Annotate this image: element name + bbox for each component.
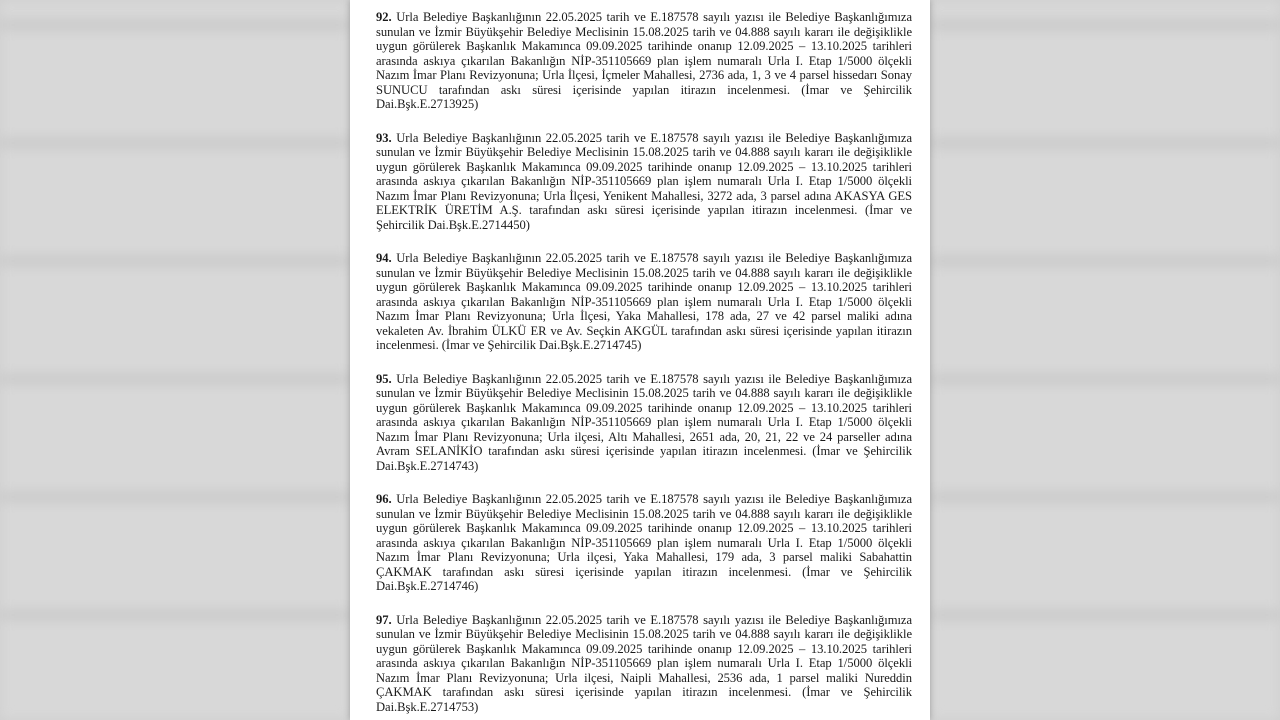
agenda-item-93 (376, 131, 912, 233)
agenda-item-text: Urla Belediye Başkanlığının 22.05.2025 tarih ve E.187578 sayılı yazısı ile Belediye Başkanlığımıza sunulan ve İzmir Büyükşehir Belediye Meclisinin 15.08.2025 tarih ve 04.888 sayılı kararı ile değişiklikle uygun görülerek Başkanlık Makamınca 09.09.2025 tarihinde onanıp 12.09.2025 – 13.10.2025 tarihleri arasında askıya çıkarılan Bakanlığın NİP-351105669 plan işlem numaralı Urla I. Etap 1/5000 ölçekli Nazım İmar Planı Revizyonuna; Urla ilçesi, Altı Mahallesi, 2651 ada, 20, 21, 22 ve 24 parseller adına Avram SELANİKİO tarafından askı süresi içerisinde yapılan itirazın incelenmesi. (İmar ve Şehircilik Dai.Bşk.E.2714743) (376, 371, 912, 473)
agenda-item-list (376, 10, 912, 720)
agenda-item-number: 96. (376, 492, 392, 506)
agenda-item-92 (376, 10, 912, 112)
agenda-item-text: Urla Belediye Başkanlığının 22.05.2025 tarih ve E.187578 sayılı yazısı ile Belediye Başkanlığımıza sunulan ve İzmir Büyükşehir Belediye Meclisinin 15.08.2025 tarih ve 04.888 sayılı kararı ile değişiklikle uygun görülerek Başkanlık Makamınca 09.09.2025 tarihinde onanıp 12.09.2025 – 13.10.2025 tarihleri arasında askıya çıkarılan Bakanlığın NİP-351105669 plan işlem numaralı Urla I. Etap 1/5000 ölçekli Nazım İmar Planı Revizyonuna; Urla İlçesi, İçmeler Mahallesi, 2736 ada, 1, 3 ve 4 parsel hissedarı Sonay SUNUCU tarafından askı süresi içerisinde yapılan itirazın incelenmesi. (İmar ve Şehircilik Dai.Bşk.E.2713925) (376, 10, 912, 111)
agenda-item-text: Urla Belediye Başkanlığının 22.05.2025 tarih ve E.187578 sayılı yazısı ile Belediye Başkanlığımıza sunulan ve İzmir Büyükşehir Belediye Meclisinin 15.08.2025 tarih ve 04.888 sayılı kararı ile değişiklikle uygun görülerek Başkanlık Makamınca 09.09.2025 tarihinde onanıp 12.09.2025 – 13.10.2025 tarihleri arasında askıya çıkarılan Bakanlığın NİP-351105669 plan işlem numaralı Urla I. Etap 1/5000 ölçekli Nazım İmar Planı Revizyonuna; Urla İlçesi, Yenikent Mahallesi, 3272 ada, 3 parsel adına AKASYA GES ELEKTRİK ÜRETİM A.Ş. tarafından askı süresi içerisinde yapılan itirazın incelenmesi. (İmar ve Şehircilik Dai.Bşk.E.2714450) (376, 130, 912, 232)
agenda-item-number: 92. (376, 10, 392, 24)
blurred-background-left (0, 0, 350, 720)
agenda-item-94 (376, 251, 912, 353)
agenda-item-text: Urla Belediye Başkanlığının 22.05.2025 tarih ve E.187578 sayılı yazısı ile Belediye Başkanlığımıza sunulan ve İzmir Büyükşehir Belediye Meclisinin 15.08.2025 tarih ve 04.888 sayılı kararı ile değişiklikle uygun görülerek Başkanlık Makamınca 09.09.2025 tarihinde onanıp 12.09.2025 – 13.10.2025 tarihleri arasında askıya çıkarılan Bakanlığın NİP-351105669 plan işlem numaralı Urla I. Etap 1/5000 ölçekli Nazım İmar Planı Revizyonuna; Urla İlçesi, Yaka Mahallesi, 178 ada, 27 ve 42 parsel maliki adına vekaleten Av. İbrahim ÜLKÜ ER ve Av. Seçkin AKGÜL tarafından askı süresi içerisinde yapılan itirazın incelenmesi. (İmar ve Şehircilik Dai.Bşk.E.2714745) (376, 251, 912, 352)
agenda-item-number: 94. (376, 251, 392, 265)
agenda-item-97 (376, 613, 912, 715)
agenda-item-96 (376, 492, 912, 594)
document-page (350, 0, 930, 720)
blurred-background-right (930, 0, 1280, 720)
agenda-item-text: Urla Belediye Başkanlığının 22.05.2025 tarih ve E.187578 sayılı yazısı ile Belediye Başkanlığımıza sunulan ve İzmir Büyükşehir Belediye Meclisinin 15.08.2025 tarih ve 04.888 sayılı kararı ile değişiklikle uygun görülerek Başkanlık Makamınca 09.09.2025 tarihinde onanıp 12.09.2025 – 13.10.2025 tarihleri arasında askıya çıkarılan Bakanlığın NİP-351105669 plan işlem numaralı Urla I. Etap 1/5000 ölçekli Nazım İmar Planı Revizyonuna; Urla ilçesi, Yaka Mahallesi, 179 ada, 3 parsel maliki Sabahattin ÇAKMAK tarafından askı süresi içerisinde yapılan itirazın incelenmesi. (İmar ve Şehircilik Dai.Bşk.E.2714746) (376, 492, 912, 593)
agenda-item-number: 97. (376, 612, 392, 627)
agenda-item-number: 93. (376, 130, 392, 145)
agenda-item-text: Urla Belediye Başkanlığının 22.05.2025 tarih ve E.187578 sayılı yazısı ile Belediye Başkanlığımıza sunulan ve İzmir Büyükşehir Belediye Meclisinin 15.08.2025 tarih ve 04.888 sayılı kararı ile değişiklikle uygun görülerek Başkanlık Makamınca 09.09.2025 tarihinde onanıp 12.09.2025 – 13.10.2025 tarihleri arasında askıya çıkarılan Bakanlığın NİP-351105669 plan işlem numaralı Urla I. Etap 1/5000 ölçekli Nazım İmar Planı Revizyonuna; Urla ilçesi, Naipli Mahallesi, 2536 ada, 1 parsel maliki Nureddin ÇAKMAK tarafından askı süresi içerisinde yapılan itirazın incelenmesi. (İmar ve Şehircilik Dai.Bşk.E.2714753) (376, 612, 912, 714)
agenda-item-number: 95. (376, 371, 392, 386)
agenda-item-95 (376, 372, 912, 474)
